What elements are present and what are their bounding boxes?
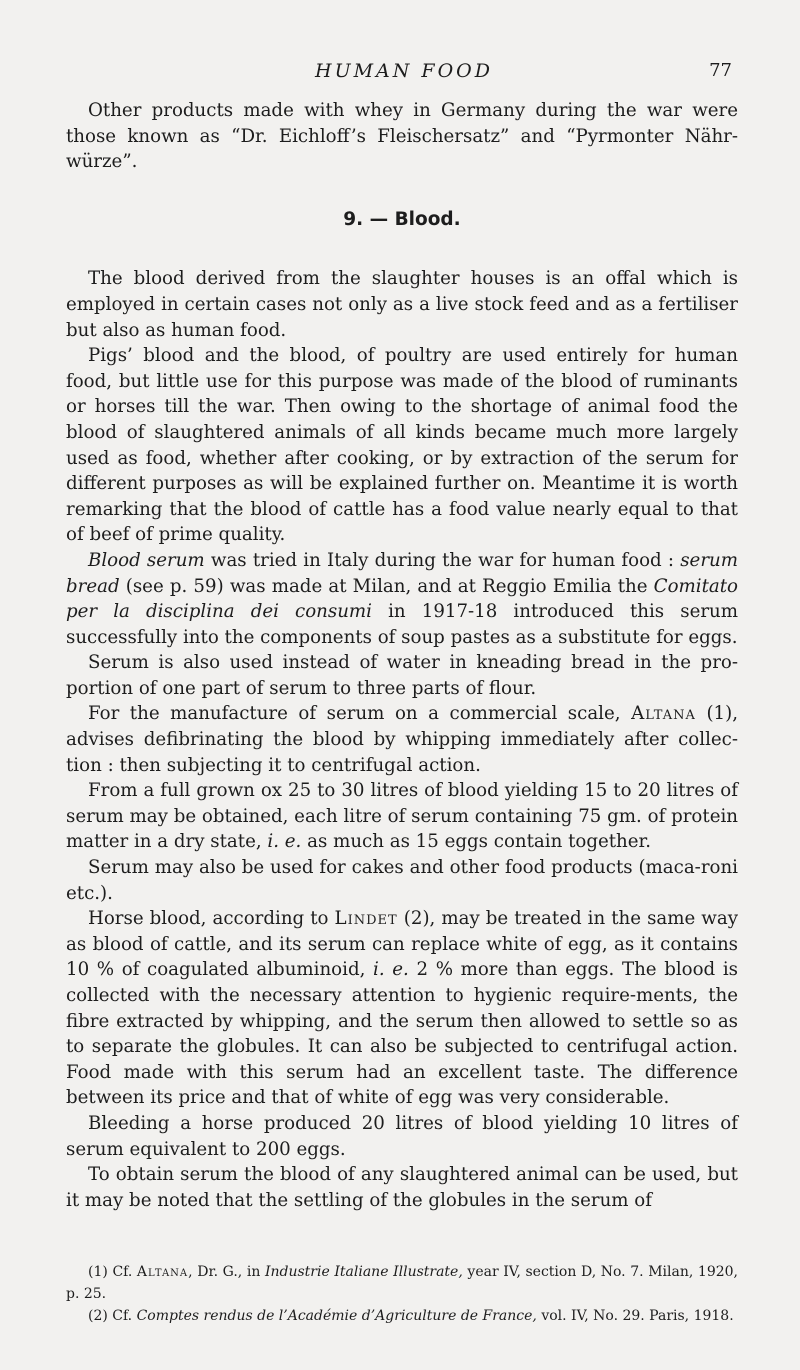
text-run: 2 % more than eggs. The blood is collected with the necessary attention to hygienic require-ments, the fibre extracted by whipping, and the serum then allowed to settle so as to separate the globules. It can also be subjected to centrifugal action. Food made with this serum had an excellent taste. The difference between its price and that of white of egg was very considerable. — [66, 959, 738, 1109]
italic-term: Blood serum — [88, 549, 205, 571]
italic-term: Industrie Italiane Illustrate, — [264, 1264, 463, 1280]
text-run: vol. IV, No. 29. Paris, 1918. — [536, 1308, 734, 1324]
paragraph: Bleeding a horse produced 20 litres of blood yielding 10 litres of serum equivalent to 200 eggs. — [66, 1112, 738, 1160]
italic-term: Comitato per la disciplina dei consumi — [66, 575, 738, 623]
text-run: was tried in Italy during the war for human food : — [204, 549, 681, 571]
text-run: (1), advises defibrinating the blood by whipping immediately after collec-tion : then subjecting it to centrifugal action. — [66, 703, 738, 776]
paragraph: Serum may also be used for cakes and other food products (maca-roni etc.). — [66, 857, 738, 904]
paragraph: Serum is also used instead of water in kneading bread in the pro-portion of one part of serum to three parts of flour. — [66, 652, 738, 699]
text-run: (1) Cf. — [88, 1264, 137, 1280]
paragraph — [66, 548, 738, 650]
paragraph — [66, 701, 738, 778]
intro-paragraph: Other products made with whey in Germany during the war were those known as “Dr. Eichloff’s Fleischersatz” and “Pyrmonter Nähr-würze”. — [66, 100, 738, 173]
paragraph: Pigs’ blood and the blood, of poultry are used entirely for human food, but little use for this purpose was made of the blood of ruminants or horses till the war. Then owing to the shortage of animal food the blood of slaughtered animals of all kinds became much more largely used as food, whether after cooking, or by extraction of the serum for different purposes as will be explained further on. Meantime it is worth remarking that the blood of cattle has a food value nearly equal to that of beef of prime quality. — [66, 345, 738, 546]
author-name: Altana — [631, 703, 696, 725]
page-number: 77 — [709, 60, 732, 81]
italic-term: i. e. — [267, 831, 302, 853]
text-run: (see p. 59) was made at Milan, and at Reggio Emilia the — [119, 575, 654, 597]
italic-term: i. e. — [373, 959, 409, 981]
paragraph: The blood derived from the slaughter houses is an offal which is employed in certain cases not only as a live stock feed and as a fertiliser but also as human food. — [66, 268, 738, 341]
text-run: Horse blood, according to — [88, 908, 335, 930]
text-run: For the manufacture of serum on a commercial scale, — [88, 703, 632, 725]
running-head — [0, 60, 800, 90]
section-heading: 9. — Blood. — [343, 208, 461, 230]
text-run: (2) Cf. — [88, 1308, 137, 1324]
italic-term: Comptes rendus de l’Académie d’Agriculture de France, — [136, 1308, 537, 1324]
text-run: in 1917-18 introduced this serum successfully into the components of soup pastes as a substitute for eggs. — [66, 601, 738, 648]
text-run: as much as 15 eggs contain together. — [301, 831, 652, 853]
text-run: year IV, section D, No. 7. Milan, 1920, p. 25. — [66, 1264, 738, 1302]
author-name: Lindet — [334, 908, 398, 930]
footnote — [66, 1261, 738, 1305]
italic-term: serum bread — [66, 549, 738, 597]
paragraph — [66, 778, 738, 855]
author-name: Altana — [136, 1264, 189, 1280]
text-run: From a full grown ox 25 to 30 litres of blood yielding 15 to 20 litres of serum may be obtained, each litre of serum containing 75 gm. of protein matter in a dry state, — [66, 780, 738, 853]
footnotes — [66, 1261, 738, 1327]
footnote — [66, 1305, 738, 1327]
body-text — [66, 98, 738, 1213]
text-run: (2), may be treated in the same way as blood of cattle, and its serum can replace white of egg, as it contains 10 % of coagulated albuminoid, — [66, 908, 738, 981]
paragraph — [66, 906, 738, 1111]
running-head-title: HUMAN FOOD — [315, 60, 493, 82]
paragraph: To obtain serum the blood of any slaughtered animal can be used, but it may be noted that the settling of the globules in the serum of — [66, 1164, 738, 1211]
text-run: , Dr. G., in — [188, 1264, 265, 1280]
